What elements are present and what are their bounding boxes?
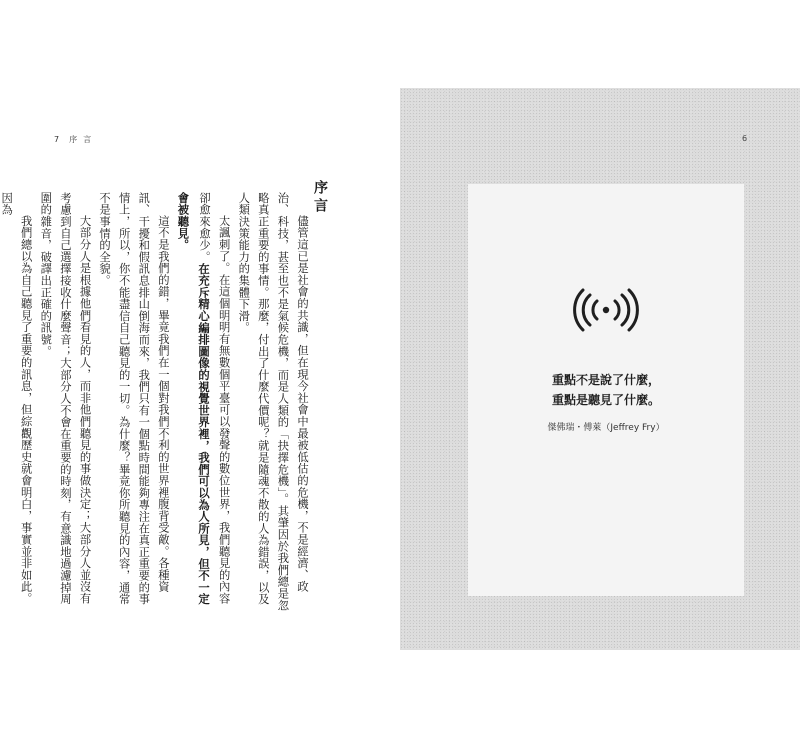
paragraph-text: 太諷刺了。在這個明明有無數個平臺可以發聲的數位世界，我們聽見的內容卻愈來愈少。: [198, 192, 231, 604]
left-page-number: 7: [54, 135, 60, 144]
paragraph-text: 我們總以為自己聽見了重要的訊息，但綜觀歷史就會明白，事實並非如此。因為: [0, 192, 33, 604]
body-paragraph: [94, 192, 172, 612]
epigraph-quote: [468, 370, 744, 410]
section-title: 序言: [312, 180, 328, 216]
body-paragraph: [36, 192, 95, 612]
paragraph-text: 這不是我們的錯，畢竟我們在一個對我們不利的世界裡腹背受敵。各種資訊、干擾和假訊息排山倒海而來，我們只有一個點時間能夠專注在真正重要的事情上，所以，你不能盡信自己聽見的一切。為什麼？畢竟你所聽見的內容，通常不是事情的全貌。: [98, 192, 170, 605]
left-page: [0, 88, 400, 650]
paragraph-text: 儘管這已是社會的共識，但在現今社會中最被低估的危機，不是經濟、政治、科技，甚至也不是氣候危機，而是人類的「抉擇危機」。其肇因於我們總是忽略真正重要的事情。那麼，付出了什麼代價呢？就是隨魂不散的人為錯誤，以及人類決策能力的集體下滑。: [237, 192, 309, 612]
right-page-number: 6: [742, 134, 748, 143]
running-header-title: 序言: [69, 135, 98, 144]
body-text: [0, 192, 312, 612]
right-page: [400, 88, 800, 650]
quote-line-1: 重點不是說了什麼，: [551, 373, 660, 387]
epigraph-card: [468, 184, 744, 596]
body-paragraph: [0, 192, 36, 612]
emphasized-text: 在充斥精心編排圖像的視覺世界裡，我們可以為人所見，但不一定會被聽見。: [176, 192, 212, 606]
epigraph-attribution: 傑佛瑞・傅萊（Jeffrey Fry）: [547, 423, 665, 433]
body-paragraph: [173, 192, 234, 612]
paragraph-text: 大部分人是根據他們看見的人，而非他們聽見的事做決定；大部分人並沒有考慮到自己選擇接收什麼聲音；大部分人不會在重要的時刻，有意識地過濾掉周圍的雜音，破譯出正確的訊號。: [39, 192, 92, 605]
running-header: [54, 134, 97, 145]
body-paragraph: [234, 192, 312, 612]
quote-line-2: 重點是聽見了什麼。: [551, 393, 660, 407]
broadcast-signal-icon: [570, 288, 642, 332]
